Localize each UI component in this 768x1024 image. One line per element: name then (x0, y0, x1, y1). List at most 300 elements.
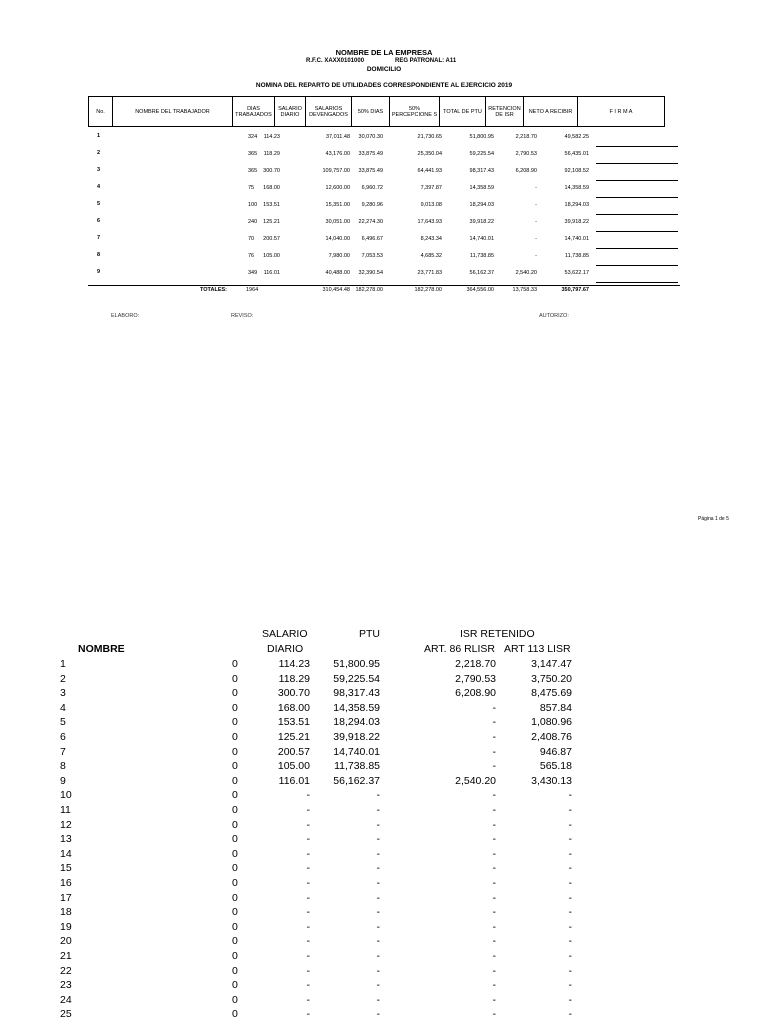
lower-cell-number: 14 (60, 847, 72, 860)
firma-line (596, 163, 678, 164)
lower-cell-salario: - (306, 935, 310, 948)
lower-cell-art86: - (492, 935, 496, 948)
lower-cell-zero: 0 (232, 716, 238, 729)
company-name: NOMBRE DE LA EMPRESA (335, 48, 433, 57)
lower-cell-art86: - (492, 847, 496, 860)
row-number: 5 (97, 201, 101, 207)
lower-cell-ptu: - (376, 993, 380, 1006)
row-number: 1 (97, 133, 101, 139)
lower-h-ptu: PTU (359, 628, 380, 640)
lower-cell-salario: - (306, 906, 310, 919)
lower-cell-art86: 2,540.20 (455, 774, 496, 787)
lower-table-row (60, 789, 580, 804)
cell-dias: 75 (248, 185, 255, 191)
lower-cell-number: 25 (60, 1008, 72, 1021)
table-row (88, 134, 680, 151)
lower-cell-art113: - (568, 979, 572, 992)
cell-ptu: 11,738.85 (469, 253, 494, 259)
row-number: 7 (97, 235, 101, 241)
lower-table-row (60, 673, 580, 688)
lower-cell-ptu: - (376, 935, 380, 948)
cell-dias50: 32,390.54 (358, 270, 383, 276)
reg-patronal: REG PATRONAL: A11 (395, 58, 457, 64)
lower-cell-zero: 0 (232, 906, 238, 919)
cell-neto: 39,918.22 (564, 219, 589, 225)
cell-ptu: 39,918.22 (469, 219, 494, 225)
cell-ptu: 59,225.54 (469, 151, 494, 157)
lower-cell-ptu: - (376, 979, 380, 992)
lower-cell-art113: 946.87 (539, 745, 572, 758)
cell-ptu: 98,317.43 (469, 168, 494, 174)
lower-cell-zero: 0 (232, 818, 238, 831)
cell-dias50: 22,274.30 (358, 219, 383, 225)
lower-cell-zero: 0 (232, 877, 238, 889)
table-row (88, 202, 680, 219)
lower-cell-ptu: 18,294.03 (333, 716, 380, 729)
lower-cell-art113: - (568, 935, 572, 948)
cell-neto: 11,738.85 (564, 253, 589, 259)
lower-cell-salario: 114.23 (278, 658, 310, 670)
lower-table-row (60, 935, 580, 950)
cell-dias: 324 (248, 134, 258, 140)
lower-cell-number: 21 (60, 950, 72, 962)
lower-cell-number: 4 (60, 701, 66, 714)
cell-devengados: 7,980.00 (328, 253, 350, 259)
lower-cell-art113: - (568, 877, 572, 889)
lower-cell-art86: - (492, 950, 496, 962)
cell-salario: 105.00 (263, 253, 280, 259)
cell-perc50: 9,013.08 (420, 202, 442, 208)
lower-cell-art86: - (492, 993, 496, 1006)
lower-cell-art113: - (568, 993, 572, 1006)
totals-dias: 1964 (246, 287, 259, 293)
lower-cell-art86: - (492, 833, 496, 846)
cell-dias50: 6,960.72 (361, 185, 383, 191)
lower-cell-number: 6 (60, 731, 66, 743)
lower-table-row (60, 716, 580, 731)
totals-neto: 350,797.67 (561, 287, 589, 293)
col-dias: DIAS TRABAJADOS (233, 97, 275, 127)
lower-cell-art113: 3,750.20 (531, 672, 572, 685)
lower-cell-salario: 116.01 (278, 774, 310, 787)
lower-cell-zero: 0 (232, 862, 238, 875)
cell-neto: 56,435.01 (564, 151, 589, 157)
lower-h-art86: ART. 86 RLISR (424, 643, 496, 655)
lower-cell-art113: 1,080.96 (531, 716, 572, 729)
cell-perc50: 4,685.32 (420, 253, 442, 259)
lower-cell-number: 1 (60, 658, 66, 670)
cell-salario: 153.51 (263, 202, 280, 208)
lower-table-row (60, 819, 580, 834)
lower-h-salario: SALARIO (262, 628, 308, 640)
lower-cell-ptu: - (376, 804, 380, 816)
lower-cell-ptu: - (376, 950, 380, 962)
row-number: 9 (97, 269, 101, 275)
cell-devengados: 12,600.00 (325, 185, 350, 191)
cell-devengados: 43,176.00 (325, 151, 350, 157)
cell-dias50: 33,875.49 (358, 168, 383, 174)
elaboro-label: ELABORO: (111, 313, 140, 319)
lower-cell-art113: - (568, 862, 572, 875)
lower-table-row (60, 877, 580, 892)
cell-ret: 2,218.70 (515, 134, 537, 140)
table-row (88, 151, 680, 168)
lower-cell-salario: - (306, 833, 310, 846)
lower-cell-zero: 0 (232, 701, 238, 714)
lower-cell-salario: 125.21 (277, 731, 310, 743)
lower-cell-salario: - (306, 847, 310, 860)
lower-cell-salario: 200.57 (277, 745, 310, 758)
cell-ret: - (535, 253, 537, 259)
totals-label: TOTALES: (200, 287, 227, 293)
lower-cell-salario: - (306, 993, 310, 1006)
row-number: 3 (97, 167, 101, 173)
lower-h-art113: ART 113 LISR (504, 643, 571, 655)
col-devengados: SALARIOS DEVENGADOS (306, 97, 352, 127)
lower-cell-art113: - (568, 847, 572, 860)
lower-cell-ptu: - (376, 891, 380, 904)
table-row (88, 253, 680, 270)
lower-cell-art86: - (492, 701, 496, 714)
lower-cell-art86: - (492, 731, 496, 743)
cell-ptu: 18,294.03 (469, 202, 494, 208)
lower-cell-art113: - (568, 1008, 572, 1021)
table-row (88, 236, 680, 253)
lower-cell-art113: - (568, 964, 572, 977)
table-row (88, 219, 680, 236)
lower-cell-art86: 2,218.70 (455, 658, 496, 670)
lower-cell-art113: - (568, 950, 572, 962)
cell-dias50: 6,496.67 (361, 236, 383, 242)
lower-cell-zero: 0 (232, 833, 238, 846)
cell-devengados: 15,351.00 (325, 202, 350, 208)
lower-cell-zero: 0 (232, 774, 238, 787)
cell-ret: - (535, 236, 537, 242)
lower-table-row (60, 848, 580, 863)
cell-perc50: 64,441.93 (417, 168, 442, 174)
cell-ptu: 51,800.95 (469, 134, 494, 140)
lower-cell-ptu: 11,738.85 (334, 760, 380, 773)
cell-ptu: 56,162.37 (469, 270, 494, 276)
lower-cell-art113: - (568, 818, 572, 831)
lower-cell-number: 10 (60, 789, 72, 802)
cell-dias: 76 (248, 253, 255, 259)
cell-devengados: 109,757.00 (322, 168, 350, 174)
lower-cell-art113: 3,147.47 (531, 658, 572, 670)
lower-table-row (60, 804, 580, 819)
reviso-label: REVISO: (231, 313, 254, 319)
lower-cell-number: 3 (60, 687, 66, 700)
lower-table-row (60, 658, 580, 673)
lower-cell-ptu: - (376, 847, 380, 860)
cell-neto: 18,294.03 (564, 202, 589, 208)
lower-table-row (60, 687, 580, 702)
cell-salario: 168.00 (263, 185, 280, 191)
cell-dias: 365 (248, 168, 258, 174)
lower-cell-ptu: 39,918.22 (333, 731, 380, 743)
lower-cell-zero: 0 (232, 745, 238, 758)
lower-cell-zero: 0 (232, 891, 238, 904)
cell-ret: - (535, 185, 537, 191)
lower-cell-art86: - (492, 1008, 496, 1021)
lower-table-row (60, 746, 580, 761)
lower-cell-zero: 0 (232, 847, 238, 860)
totals-devengados: 310,454.48 (322, 287, 350, 293)
lower-table-row (60, 775, 580, 790)
col-salario: SALARIO DIARIO (275, 97, 306, 127)
lower-table-row (60, 760, 580, 775)
lower-cell-art86: - (492, 906, 496, 919)
cell-ret: - (535, 219, 537, 225)
lower-cell-ptu: 98,317.43 (333, 687, 380, 700)
firma-line (596, 146, 678, 147)
cell-dias50: 7,053.53 (361, 253, 383, 259)
cell-ret: 2,540.20 (515, 270, 537, 276)
lower-cell-art86: - (492, 891, 496, 904)
lower-cell-salario: - (306, 877, 310, 889)
lower-cell-salario: - (306, 891, 310, 904)
lower-cell-number: 23 (60, 979, 72, 992)
totals-dias50: 182,278.00 (355, 287, 383, 293)
lower-cell-number: 22 (60, 964, 72, 977)
table-row (88, 168, 680, 185)
lower-cell-zero: 0 (232, 804, 238, 816)
lower-cell-zero: 0 (232, 950, 238, 962)
lower-cell-number: 17 (60, 891, 72, 904)
cell-perc50: 23,771.83 (417, 270, 442, 276)
lower-cell-art86: - (492, 716, 496, 729)
lower-h-isr: ISR RETENIDO (460, 628, 535, 640)
cell-neto: 49,582.25 (564, 134, 589, 140)
lower-cell-art86: - (492, 877, 496, 889)
lower-cell-art113: - (568, 804, 572, 816)
lower-table-row (60, 833, 580, 848)
lower-cell-number: 18 (60, 906, 72, 919)
cell-salario: 114.23 (263, 134, 280, 140)
lower-cell-art86: - (492, 804, 496, 816)
lower-cell-zero: 0 (232, 964, 238, 977)
cell-perc50: 7,397.87 (420, 185, 442, 191)
col-no: No. (89, 97, 113, 127)
col-firma: F I R M A (578, 97, 665, 127)
domicilio: DOMICILIO (366, 66, 402, 73)
cell-dias: 365 (248, 151, 258, 157)
cell-salario: 116.01 (263, 270, 280, 276)
row-number: 2 (97, 150, 101, 156)
col-dias50: 50% DIAS (352, 97, 390, 127)
lower-cell-salario: 153.51 (277, 716, 310, 729)
lower-cell-art113: - (568, 920, 572, 933)
lower-cell-art86: - (492, 745, 496, 758)
lower-cell-salario: 168.00 (277, 701, 310, 714)
lower-table-row (60, 892, 580, 907)
cell-ret: 6,208.90 (515, 168, 537, 174)
lower-cell-number: 9 (60, 774, 66, 787)
report-subtitle: NOMINA DEL REPARTO DE UTILIDADES CORRESPONDIENTE AL EJERCICIO 2019 (255, 82, 513, 89)
lower-cell-salario: - (306, 804, 310, 816)
lower-cell-number: 16 (60, 877, 72, 889)
cell-dias50: 9,280.96 (361, 202, 383, 208)
lower-cell-salario: - (306, 818, 310, 831)
lower-cell-number: 7 (60, 745, 66, 758)
autorizo-label: AUTORIZO: (539, 313, 569, 319)
lower-cell-zero: 0 (232, 993, 238, 1006)
col-nombre: NOMBRE DEL TRABAJADOR (113, 97, 233, 127)
cell-salario: 200.57 (263, 236, 280, 242)
lower-cell-salario: - (306, 862, 310, 875)
cell-salario: 118.29 (263, 151, 280, 157)
lower-cell-salario: - (306, 950, 310, 962)
ptu-table-header (88, 96, 665, 127)
cell-dias: 349 (248, 270, 258, 276)
lower-cell-zero: 0 (232, 672, 238, 685)
lower-cell-number: 15 (60, 862, 72, 875)
lower-cell-zero: 0 (232, 731, 238, 743)
row-number: 6 (97, 218, 101, 224)
lower-cell-number: 19 (60, 920, 72, 933)
lower-cell-salario: 300.70 (277, 687, 310, 700)
lower-table-row (60, 862, 580, 877)
cell-perc50: 25,350.04 (417, 151, 442, 157)
lower-cell-art113: 2,408.76 (531, 731, 572, 743)
totals-ret: 13,758.33 (512, 287, 537, 293)
lower-h-nombre: NOMBRE (78, 643, 125, 655)
firma-line (596, 197, 678, 198)
lower-table-row (60, 979, 580, 994)
firma-line (596, 282, 678, 283)
cell-perc50: 21,730.65 (417, 134, 442, 140)
lower-cell-art86: - (492, 964, 496, 977)
firma-line (596, 248, 678, 249)
lower-cell-ptu: 51,800.95 (333, 658, 380, 670)
lower-cell-art86: - (492, 818, 496, 831)
lower-cell-art113: - (568, 891, 572, 904)
lower-table-row (60, 994, 580, 1009)
lower-cell-ptu: - (376, 818, 380, 831)
lower-cell-number: 24 (60, 993, 72, 1006)
lower-cell-zero: 0 (232, 935, 238, 948)
firma-line (596, 231, 678, 232)
cell-salario: 300.70 (263, 168, 280, 174)
row-number: 4 (97, 184, 101, 190)
row-number: 8 (97, 252, 101, 258)
lower-cell-zero: 0 (232, 1008, 238, 1021)
col-percepciones50: 50% PERCEPCIONE S (390, 97, 440, 127)
lower-cell-number: 2 (60, 672, 66, 685)
lower-cell-salario: - (306, 964, 310, 977)
col-total-ptu: TOTAL DE PTU (440, 97, 486, 127)
lower-cell-art113: 565.18 (539, 760, 572, 773)
lower-cell-ptu: - (376, 964, 380, 977)
lower-cell-art113: 8,475.69 (531, 687, 572, 700)
rfc: R.F.C. XAXX0101000 (306, 58, 365, 64)
cell-ptu: 14,740.01 (469, 236, 494, 242)
page-number: Página 1 de 5 (698, 516, 729, 522)
col-retencion: RETENCION DE ISR (486, 97, 524, 127)
firma-line (596, 265, 678, 266)
lower-cell-zero: 0 (232, 687, 238, 700)
col-neto: NETO A RECIBIR (524, 97, 578, 127)
lower-cell-number: 5 (60, 716, 66, 729)
cell-neto: 14,740.01 (564, 236, 589, 242)
lower-cell-art113: 857.84 (539, 701, 572, 714)
lower-cell-ptu: - (376, 1008, 380, 1021)
cell-neto: 14,358.59 (564, 185, 589, 191)
firma-line (596, 180, 678, 181)
lower-cell-art86: 2,790.53 (455, 672, 496, 685)
cell-neto: 53,622.17 (564, 270, 589, 276)
lower-cell-number: 8 (60, 760, 66, 773)
lower-cell-salario: - (306, 789, 310, 802)
totals-row (88, 285, 680, 298)
cell-perc50: 17,643.93 (417, 219, 442, 225)
lower-cell-salario: - (306, 1008, 310, 1021)
lower-cell-zero: 0 (232, 979, 238, 992)
lower-cell-art86: - (492, 862, 496, 875)
lower-cell-number: 13 (60, 833, 72, 846)
lower-cell-art113: 3,430.13 (531, 774, 572, 787)
lower-table-row (60, 906, 580, 921)
lower-cell-ptu: - (376, 877, 380, 889)
lower-cell-ptu: 56,162.37 (333, 774, 380, 787)
lower-cell-art113: - (568, 906, 572, 919)
lower-cell-number: 11 (60, 804, 71, 816)
cell-dias50: 33,875.49 (358, 151, 383, 157)
lower-cell-number: 20 (60, 935, 72, 948)
lower-cell-zero: 0 (232, 658, 238, 670)
lower-cell-art86: - (492, 979, 496, 992)
lower-h-diario: DIARIO (267, 643, 304, 655)
lower-cell-art86: - (492, 789, 496, 802)
lower-cell-ptu: 14,740.01 (333, 745, 380, 758)
cell-dias: 70 (248, 236, 255, 242)
lower-cell-ptu: 59,225.54 (333, 672, 380, 685)
lower-cell-ptu: - (376, 833, 380, 846)
cell-dias50: 30,070.30 (358, 134, 383, 140)
cell-ret: 2,790.53 (515, 151, 537, 157)
lower-cell-art86: 6,208.90 (455, 687, 496, 700)
lower-cell-ptu: - (376, 789, 380, 802)
lower-cell-art86: - (492, 760, 496, 773)
lower-cell-ptu: - (376, 906, 380, 919)
lower-table-row (60, 702, 580, 717)
cell-devengados: 30,051.00 (325, 219, 350, 225)
lower-table-row (60, 950, 580, 965)
table-row (88, 185, 680, 202)
lower-cell-salario: 118.29 (278, 672, 310, 685)
totals-perc50: 182,278.00 (414, 287, 442, 293)
cell-ret: - (535, 202, 537, 208)
cell-neto: 92,108.52 (564, 168, 589, 174)
cell-dias: 100 (248, 202, 258, 208)
lower-cell-ptu: 14,358.59 (333, 701, 380, 714)
lower-cell-salario: - (306, 979, 310, 992)
lower-table-row (60, 965, 580, 980)
lower-cell-zero: 0 (232, 760, 238, 773)
cell-salario: 125.21 (263, 219, 280, 225)
lower-cell-art86: - (492, 920, 496, 933)
lower-cell-art113: - (568, 833, 572, 846)
cell-devengados: 37,011.48 (325, 134, 350, 140)
lower-cell-zero: 0 (232, 920, 238, 933)
cell-dias: 240 (248, 219, 258, 225)
firma-line (596, 214, 678, 215)
lower-cell-salario: 105.00 (277, 760, 310, 773)
lower-cell-zero: 0 (232, 789, 238, 802)
lower-table-row (60, 1008, 580, 1023)
lower-cell-number: 12 (60, 818, 72, 831)
lower-cell-art113: - (568, 789, 572, 802)
